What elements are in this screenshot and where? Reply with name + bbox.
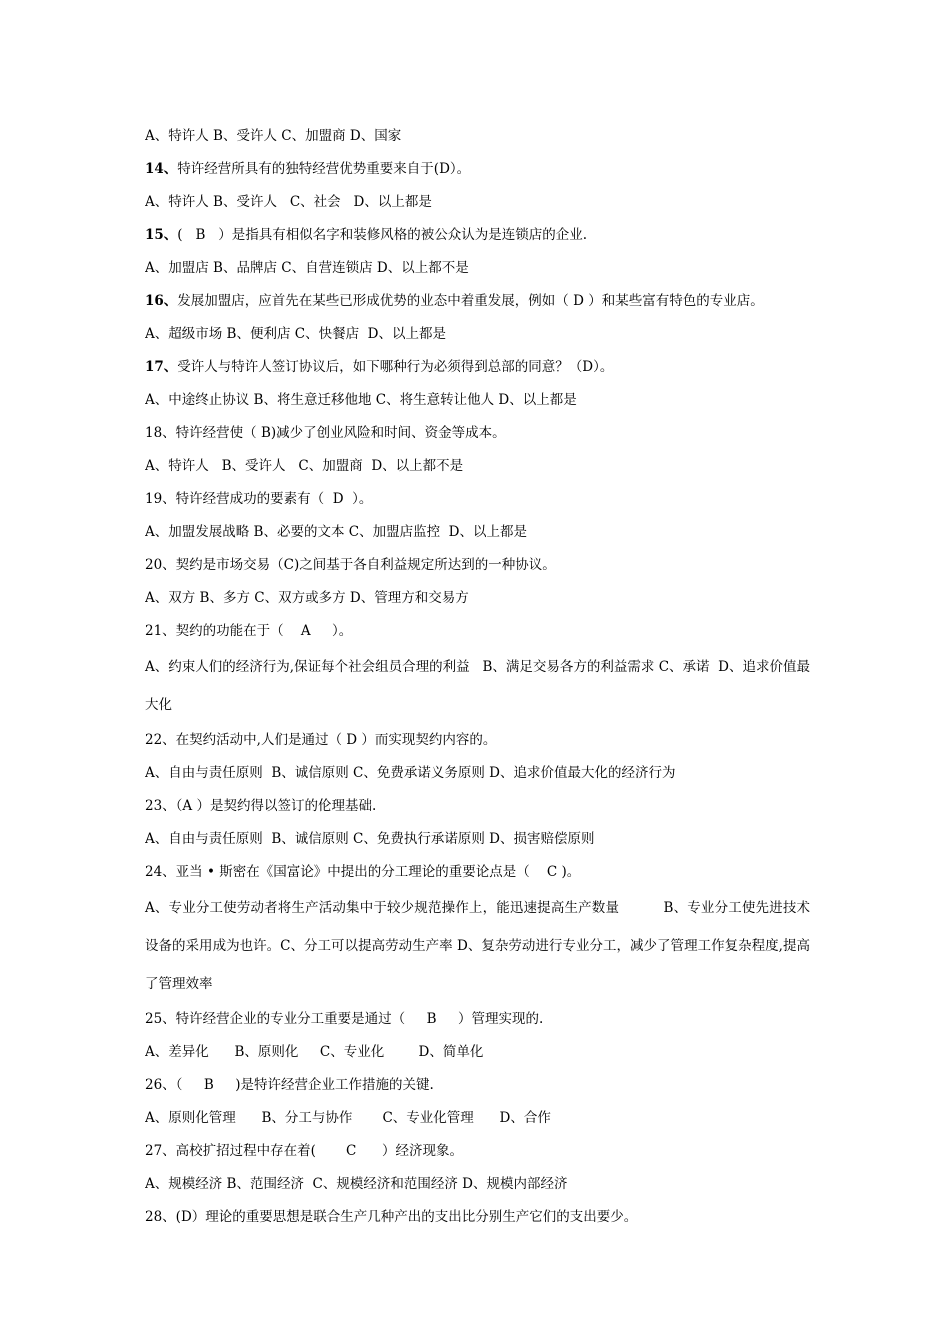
question-text: 受许人与特许人签订协议后，如下哪种行为必须得到总部的同意？（D）。 [177,359,614,375]
answer-options-16 [145,318,810,351]
answer-options-18 [145,450,810,483]
question-28 [145,1201,810,1234]
question-17 [145,351,810,384]
answer-options-14 [145,186,810,219]
question-26 [145,1069,810,1102]
question-number: 14、 [145,161,178,177]
question-number: 16、 [145,293,178,309]
question-20 [145,549,810,582]
document-body [145,120,810,1234]
question-16 [145,285,810,318]
line-text: A、规模经济 B、范围经济 C、规模经济和范围经济 D、规模内部经济 [145,1176,568,1192]
line-text: A、中途终止协议 B、将生意迁移他地 C、将生意转让他人 D、以上都是 [145,392,577,408]
line-text: A、自由与责任原则 B、诚信原则 C、免费承诺义务原则 D、追求价值最大化的经济行为 [145,765,676,781]
question-text: 特许经营所具有的独特经营优势重要来自于(D）。 [177,161,471,177]
answer-options-13 [145,120,810,153]
question-15 [145,219,810,252]
line-text: 20、契约是市场交易（C)之间基于各自利益规定所达到的一种协议。 [145,557,556,573]
question-25 [145,1003,810,1036]
answer-options-20 [145,582,810,615]
question-24 [145,856,810,889]
question-21 [145,615,810,648]
line-text: 27、高校扩招过程中存在着( C ）经济现象。 [145,1143,464,1159]
line-text: 23、（A ）是契约得以签订的伦理基础. [145,798,377,814]
line-text: 22、在契约活动中,人们是通过（ D ）而实现契约内容的。 [145,732,497,748]
question-23 [145,790,810,823]
line-text: A、特许人 B、受许人 C、加盟商 D、国家 [145,128,402,144]
question-text: 发展加盟店，应首先在某些已形成优势的业态中着重发展，例如（ D ）和某些富有特色的专业店。 [177,293,764,309]
line-text: 24、亚当 • 斯密在《国富论》中提出的分工理论的重要论点是（ C )。 [145,864,581,880]
question-27 [145,1135,810,1168]
question-number: 17、 [145,359,178,375]
question-14 [145,153,810,186]
question-18 [145,417,810,450]
line-text: 25、特许经营企业的专业分工重要是通过（ B ）管理实现的. [145,1011,544,1027]
line-text: A、超级市场 B、便利店 C、快餐店 D、以上都是 [145,326,446,342]
answer-options-26 [145,1102,810,1135]
answer-options-22 [145,757,810,790]
answer-options-23 [145,823,810,856]
answer-options-27 [145,1168,810,1201]
line-text: A、自由与责任原则 B、诚信原则 C、免费执行承诺原则 D、损害赔偿原则 [145,831,595,847]
answer-options-21: A、约束人们的经济行为,保证每个社会组员合理的利益 B、满足交易各方的利益需求 C、承诺 D、追求价值最大化 [145,659,810,713]
line-text: 26、（ B )是特许经营企业工作措施的关键. [145,1077,434,1093]
answer-options-15 [145,252,810,285]
line-text: A、特许人 B、受许人 C、社会 D、以上都是 [145,194,432,210]
line-text: A、原则化管理 B、分工与协作 C、专业化管理 D、合作 [145,1110,551,1126]
line-text: A、双方 B、多方 C、双方或多方 D、管理方和交易方 [145,590,469,606]
answer-options-24: A、专业分工使劳动者将生产活动集中于较少规范操作上，能迅速提高生产数量 B、专业分工使先进技术设备的采用成为也许。C、分工可以提高劳动生产率 D、复杂劳动进行专业分工，减少了管理工作复杂程度,提高了管理效率 [145,900,810,992]
line-text: 28、(D）理论的重要思想是联合生产几种产出的支出比分别生产它们的支出要少。 [145,1209,638,1225]
answer-options-25 [145,1036,810,1069]
answer-options-17 [145,384,810,417]
line-text: 19、特许经营成功的要素有（ D ）。 [145,491,373,507]
line-text: 18、特许经营使（ B)减少了创业风险和时间、资金等成本。 [145,425,506,441]
line-text: A、加盟店 B、品牌店 C、自营连锁店 D、以上都不是 [145,260,469,276]
line-text: A、特许人 B、受许人 C、加盟商 D、以上都不是 [145,458,464,474]
line-text: 21、契约的功能在于（ A ）。 [145,623,353,639]
question-text: ( B ）是指具有相似名字和装修风格的被公众认为是连锁店的企业. [177,227,588,243]
line-text: A、加盟发展战略 B、必要的文本 C、加盟店监控 D、以上都是 [145,524,527,540]
answer-options-19 [145,516,810,549]
question-19 [145,483,810,516]
question-22 [145,724,810,757]
question-number: 15、 [145,227,178,243]
line-text: A、差异化 B、原则化 C、专业化 D、简单化 [145,1044,484,1060]
